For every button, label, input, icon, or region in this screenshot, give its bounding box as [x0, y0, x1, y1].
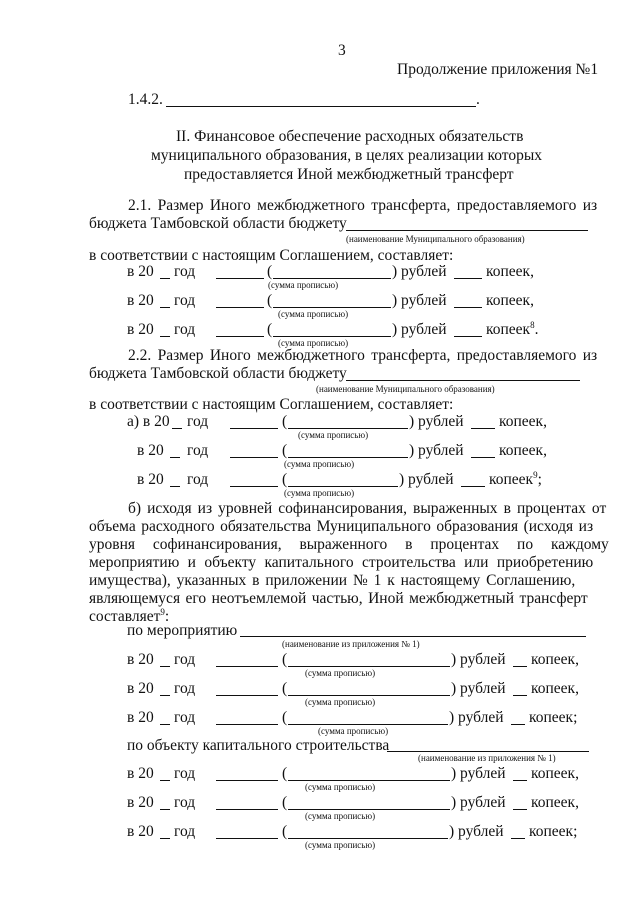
section-title-line3: предоставляется Иной межбюджетный трансферт: [184, 166, 514, 183]
p21-row2-in20: в 20: [127, 292, 154, 309]
pb-line2: объема расходного обязательства Муниципального образования (исходя из: [89, 518, 594, 535]
con-row2-in20: в 20: [127, 794, 154, 811]
act-row3-rubles: ) рублей: [449, 709, 504, 726]
continuation-label: Продолжение приложения №1: [397, 61, 599, 78]
con-row1-rubles: ) рублей: [451, 765, 506, 782]
item-142-end: .: [476, 91, 480, 108]
p21-row2-words-blank: [273, 307, 391, 308]
con-row2-amount-blank: [216, 809, 278, 810]
construction-label: по объекту капитального строительства: [127, 737, 390, 754]
act-row2-amount-blank: [216, 695, 278, 696]
p22-line1: 2.2. Размер Иного межбюджетного трансферта, предоставляемого из: [128, 347, 598, 364]
p21-row2-rubles: ) рублей: [392, 292, 447, 309]
p22-row3-rubles: ) рублей: [399, 471, 454, 488]
p21-row3-amount-blank: [216, 336, 264, 337]
p21-row3-year: год: [174, 321, 196, 338]
con-row1-year: год: [174, 765, 196, 782]
p22-municipality-blank: [346, 380, 580, 381]
p22-row1-caption: (сумма прописью): [298, 430, 369, 440]
con-row2-year: год: [174, 794, 196, 811]
p22-row1-in20: а) в 20: [127, 413, 170, 430]
footnote-8: 8: [530, 319, 535, 330]
p22-row2-words-blank: [288, 457, 408, 458]
p22-row3-year: год: [187, 471, 209, 488]
p21-row1-words-blank: [273, 278, 391, 279]
p22-row1-amount-blank: [230, 428, 278, 429]
p22-municipality-caption: (наименование Муниципального образования): [316, 384, 495, 394]
act-row3-caption: (сумма прописью): [318, 726, 389, 736]
act-row2-words-blank: [288, 695, 450, 696]
p22-row3-amount-blank: [230, 486, 278, 487]
act-row3-year: год: [174, 709, 196, 726]
p22-line3: в соответствии с настоящим Соглашением, составляет:: [89, 396, 454, 413]
p21-row2-year: год: [174, 292, 196, 309]
con-row1-words-blank: [288, 780, 450, 781]
act-row2-kopecks: копеек,: [531, 680, 579, 697]
pb-line7: составляет$^9$:: [89, 606, 170, 625]
act-row1-rubles: ) рублей: [451, 651, 506, 668]
section-title-line1: II. Финансовое обеспечение расходных обязательств: [176, 128, 524, 145]
section-title-line2: муниципального образования, в целях реализации которых: [151, 147, 543, 164]
con-row1-amount-blank: [216, 780, 278, 781]
act-row1-in20: в 20: [127, 651, 154, 668]
con-row2-kopecks: копеек,: [531, 794, 579, 811]
p22-row3-caption: (сумма прописью): [284, 488, 355, 498]
con-row3-rubles: ) рублей: [449, 823, 504, 840]
activity-caption: (наименование из приложения № 1): [282, 639, 420, 649]
pb-line5: имущества), указанных в приложении № 1 к настоящему Соглашению,: [89, 572, 576, 589]
p21-row1-year: год: [174, 263, 196, 280]
p21-row1-kopecks: копеек,: [486, 263, 534, 280]
construction-blank: [387, 751, 589, 752]
page-number: 3: [338, 42, 346, 59]
con-row1-in20: в 20: [127, 765, 154, 782]
p22-row1-rubles: ) рублей: [409, 413, 464, 430]
p22-row2-year: год: [187, 442, 209, 459]
act-row1-words-blank: [288, 666, 450, 667]
pb-line6: являющемуся его неотъемлемой частью, Иной межбюджетный трансферт: [89, 590, 588, 607]
act-row3-words-blank: [288, 724, 448, 725]
con-row3-year: год: [174, 823, 196, 840]
pb-line1: б) исходя из уровней софинансирования, выраженных в процентах от: [128, 500, 607, 517]
con-row3-caption: (сумма прописью): [305, 840, 376, 850]
p21-row1-rubles: ) рублей: [392, 263, 447, 280]
act-row1-year: год: [174, 651, 196, 668]
con-row2-rubles: ) рублей: [451, 794, 506, 811]
activity-blank: [240, 636, 586, 637]
con-row2-caption: (сумма прописью): [305, 811, 376, 821]
p21-row1-in20: в 20: [127, 263, 154, 280]
con-row3-amount-blank: [216, 838, 278, 839]
p21-row2-amount-blank: [216, 307, 264, 308]
p21-row3-rubles: ) рублей: [392, 321, 447, 338]
p21-row1-caption: (сумма прописью): [268, 280, 339, 290]
act-row1-caption: (сумма прописью): [305, 668, 376, 678]
con-row1-caption: (сумма прописью): [305, 782, 376, 792]
p22-row2-kopecks: копеек,: [499, 442, 547, 459]
con-row3-kopecks: копеек;: [529, 823, 578, 840]
act-row3-in20: в 20: [127, 709, 154, 726]
p21-row1-amount-blank: [216, 278, 264, 279]
p21-line1: 2.1. Размер Иного межбюджетного трансферта, предоставляемого из: [128, 197, 598, 214]
p22-row1-year: год: [187, 413, 209, 430]
p22-row2-rubles: ) рублей: [409, 442, 464, 459]
p22-line2: бюджета Тамбовской области бюджету: [89, 365, 347, 382]
p21-line3: в соответствии с настоящим Соглашением, составляет:: [89, 247, 454, 264]
construction-caption: (наименование из приложения № 1): [418, 753, 556, 763]
p22-row1-words-blank: [288, 428, 408, 429]
p21-row3-kopecks: копеек$^8$.: [486, 319, 539, 338]
p21-municipality-blank: [346, 230, 588, 231]
p21-row3-words-blank: [273, 336, 391, 337]
p22-row1-kopecks: копеек,: [499, 413, 547, 430]
con-row1-kopecks: копеек,: [531, 765, 579, 782]
footnote-9: 9: [533, 469, 538, 480]
p21-row3-in20: в 20: [127, 321, 154, 338]
p22-row2-amount-blank: [230, 457, 278, 458]
pb-line4: мероприятию и объекту капитального строительства или приобретению: [89, 554, 594, 571]
act-row1-kopecks: копеек,: [531, 651, 579, 668]
pb-line3: уровня софинансирования, выраженного в процентах по каждому: [89, 536, 609, 553]
p22-row3-in20: в 20: [137, 471, 164, 488]
act-row1-amount-blank: [216, 666, 278, 667]
con-row2-words-blank: [288, 809, 450, 810]
p22-row2-caption: (сумма прописью): [284, 459, 355, 469]
act-row3-amount-blank: [216, 724, 278, 725]
p21-row2-caption: (сумма прописью): [278, 309, 349, 319]
p21-line2: бюджета Тамбовской области бюджету: [89, 215, 347, 232]
footnote-9b: 9: [160, 606, 165, 617]
con-row3-in20: в 20: [127, 823, 154, 840]
con-row3-words-blank: [288, 838, 448, 839]
p22-row2-in20: в 20: [137, 442, 164, 459]
act-row2-in20: в 20: [127, 680, 154, 697]
p21-row3-caption: (сумма прописью): [278, 338, 349, 348]
activity-label: по мероприятию: [127, 622, 238, 639]
item-142-blank: [166, 106, 476, 107]
act-row2-rubles: ) рублей: [451, 680, 506, 697]
act-row3-kopecks: копеек;: [529, 709, 578, 726]
p21-municipality-caption: (наименование Муниципального образования): [346, 234, 525, 244]
p21-row2-kopecks: копеек,: [486, 292, 534, 309]
act-row2-year: год: [174, 680, 196, 697]
p22-row3-kopecks: копеек$^9$;: [489, 469, 542, 488]
item-142-label: 1.4.2.: [128, 91, 163, 108]
act-row2-caption: (сумма прописью): [305, 697, 376, 707]
p22-row3-words-blank: [288, 486, 398, 487]
